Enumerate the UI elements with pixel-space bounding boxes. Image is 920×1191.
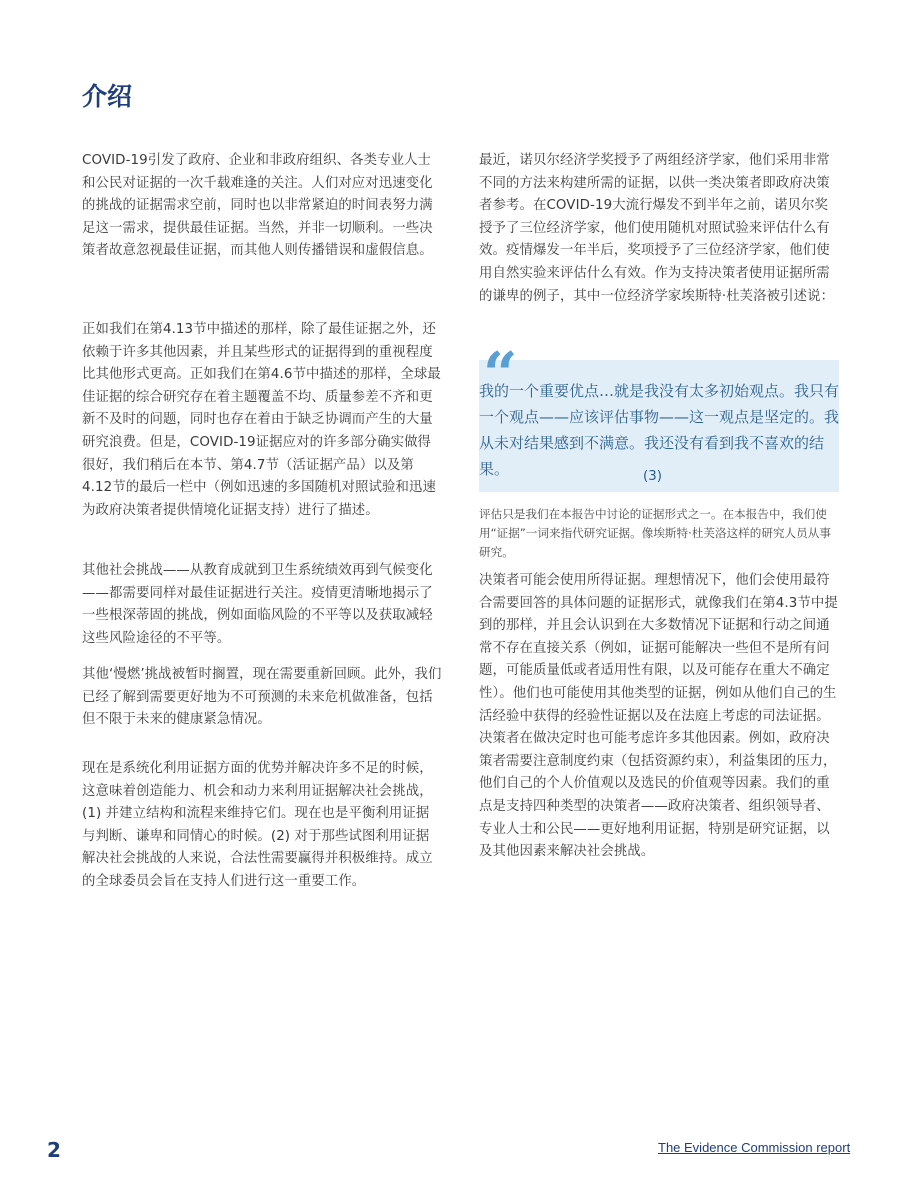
pull-quote-citation: (3) bbox=[643, 469, 662, 484]
pull-quote-text: 我的一个重要优点…就是我没有太多初始观点。我只有一个观点——应该评估事物——这一观点是坚定的。我从未对结果感到不满意。我还没有看到我不喜欢的结果。 bbox=[479, 382, 840, 478]
page-title: 介绍 bbox=[82, 82, 133, 111]
open-quote-icon: “ bbox=[483, 340, 518, 410]
report-title-link[interactable]: The Evidence Commission report bbox=[658, 1140, 851, 1155]
decision-makers-paragraph: 决策者可能会使用所得证据。理想情况下，他们会使用最符合需要回答的具体问题的证据形式，就像我们在第4.3节中提到的那样，并且会认识到在大多数情况下证据和行动之间通常不存在直接关系（例如，证据可能解决一些但不是所有问题，可能质量低或者适用性有限，以及可能存在重大不确定性）。他们也可能使用其他类型的证据，例如从他们自己的生活经验中获得的经验性证据以及在法庭上考虑的司法证据。决策者在做决定时也可能考虑许多其他因素。例如，政府决策者需要注意制度约束（包括资源约束），利益集团的压力，他们自己的个人价值观以及选民的价值观等因素。我们的重点是支持四种类型的决策者——政府决策者、组织领导者、专业人士和公民——更好地利用证据，特别是研究证据，以及其他因素来解决社会挑战。 bbox=[479, 573, 838, 860]
intro-paragraph-4: 其他‘慢燃’挑战被暂时搁置，现在需要重新回顾。此外，我们已经了解到需要更好地为不可预测的未来危机做准备，包括但不限于未来的健康紧急情况。 bbox=[82, 667, 442, 728]
intro-paragraph-3: 其他社会挑战——从教育成就到卫生系统绩效再到气候变化——都需要同样对最佳证据进行关注。疫情更清晰地揭示了一些根深蒂固的挑战，例如面临风险的不平等以及获取减轻这些风险途径的不平等。 bbox=[82, 563, 433, 646]
intro-paragraph-1: COVID-19引发了政府、企业和非政府组织、各类专业人士和公民对证据的一次千载难逢的关注。人们对应对迅速变化的挑战的证据需求空前，同时也以非常紧迫的时间表努力满足这一需求，提供最佳证据。当然，并非一切顺利。一些决策者故意忽视最佳证据，而其他人则传播错误和虚假信息。 bbox=[82, 153, 433, 259]
page-number: 2 bbox=[47, 1138, 61, 1162]
intro-paragraph-2: 正如我们在第4.13节中描述的那样，除了最佳证据之外，还依赖于许多其他因素，并且某些形式的证据得到的重视程度比其他形式更高。正如我们在第4.6节中描述的那样，全球最佳证据的综合研究存在着主题覆盖不均、质量参差不齐和更新不及时的问题，同时也存在着由于缺乏协调而产生的大量研究浪费。但是，COVID-19证据应对的许多部分确实做得很好，我们稍后在本节、第4.7节（活证据产品）以及第4.12节的最后一栏中（例如迅速的多国随机对照试验和迅速为政府决策者提供情境化证据支持）进行了描述。 bbox=[82, 322, 441, 518]
evidence-note: 评估只是我们在本报告中讨论的证据形式之一。在本报告中，我们使用“证据”一词来指代研究证据。像埃斯特·杜芙洛这样的研究人员从事研究。 bbox=[479, 507, 831, 559]
intro-paragraph-5: 现在是系统化利用证据方面的优势并解决许多不足的时候，这意味着创造能力、机会和动力来利用证据解决社会挑战，(1) 并建立结构和流程来维持它们。现在也是平衡利用证据与判断、谦卑和同情心的时候。(2) 对于那些试图利用证据解决社会挑战的人来说，合法性需要赢得并积极维持。成立的全球委员会旨在支持人们进行这一重要工作。 bbox=[82, 761, 433, 889]
nobel-paragraph: 最近，诺贝尔经济学奖授予了两组经济学家，他们采用非常不同的方法来构建所需的证据，以供一类决策者即政府决策者参考。在COVID-19大流行爆发不到半年之前，诺贝尔奖授予了三位经济学家，他们使用随机对照试验来评估什么有效。疫情爆发一年半后，奖项授予了三位经济学家，他们使用自然实验来评估什么有效。作为支持决策者使用证据所需的谦卑的例子，其中一位经济学家埃斯特·杜芙洛被引述说： bbox=[479, 153, 835, 304]
